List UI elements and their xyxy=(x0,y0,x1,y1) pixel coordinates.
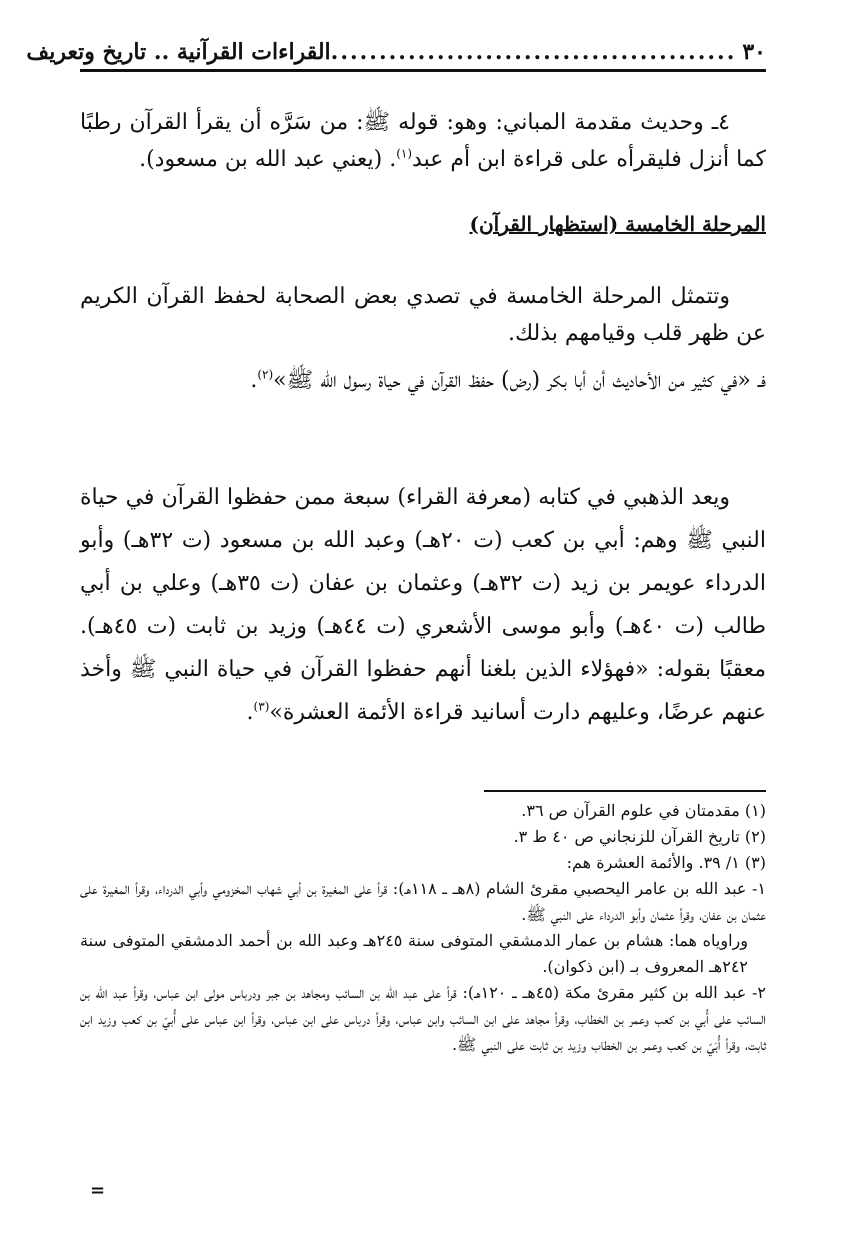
footnote-ref-3[interactable]: (٣) xyxy=(253,699,270,714)
paragraph-text-end: . xyxy=(250,368,258,393)
paragraph-hadith xyxy=(80,104,766,178)
footnote-ref-1[interactable]: (١) xyxy=(396,146,413,161)
paragraph-text-end: . (يعني عبد الله بن مسعود). xyxy=(139,147,397,172)
running-title: القراءات القرآنية .. تاريخ وتعريف xyxy=(26,39,331,65)
footnote-list-item-1: ١- عبد الله بن عامر اليحصبي مقرئ الشام (٨هـ ـ ١١٨هـ): قرأ على المغيرة بن أبي شهاب المخزومي وأبي الدرداء، وقرأ المغيرة على عثمان بن عفان، وقرأ عثمان وأبو الدرداء على النبي ﷺ. xyxy=(80,879,767,924)
footnote-list-item-2: ٢- عبد الله بن كثير مقرئ مكة (٤٥هـ ـ ١٢٠هـ): قرأ على عبد الله بن السائب ومجاهد بن جبر ودرباس مولى ابن عباس، وقرأ عبد الله بن السائب على أُبي بن كعب وعمر بن الخطاب، وقرأ مجاهد على ابن السائب وابن عباس، وقرأ درباس على ابن عباس، وقرأ ابن عباس على أُبيّ بن كعب وزيد ابن ثابت، وقرأ أُبَيّ بن كعب وعمر بن الخطاب وزيد بن ثابت على النبي ﷺ. xyxy=(80,983,767,1054)
footnote-3: (٣) ١/ ٣٩. والأئمة العشرة هم: xyxy=(566,853,766,872)
paragraph-text: ويعد الذهبي في كتابه (معرفة القراء) سبعة ممن حفظوا القرآن في حياة النبي ﷺ وهم: أبي بن كعب (ت ٢٠هـ) وعبد الله بن مسعود (ت ٣٢هـ) وأبو الدرداء عويمر بن زيد (ت ٣٢هـ) وعثمان بن عفان (ت ٣٥هـ) وعلي بن أبي طالب (ت ٤٠هـ) وأبو موسى الأشعري (ت ٤٤هـ) وزيد بن ثابت (ت ٤٥هـ). معقبًا بقوله: «فهؤلاء الذين بلغنا أنهم حفظوا القرآن في حياة النبي ﷺ وأخذ عنهم عرضًا، وعليهم دارت أسانيد قراءة الأئمة العشرة» xyxy=(80,485,767,725)
paragraph-dhahabi xyxy=(80,476,766,734)
continuation-mark: = xyxy=(90,1180,106,1201)
paragraph-text: فـ «في كثير من الأحاديث أن أبا بكر (رض) حفظ القرآن في حياة رسول الله ﷺ» xyxy=(273,368,766,393)
paragraph-abu-bakr xyxy=(80,362,766,399)
footnote-2: (٢) تاريخ القرآن للزنجاني ص ٤٠ ط ٣. xyxy=(513,827,766,846)
running-header xyxy=(26,28,766,72)
paragraph-text: ٤ـ وحديث مقدمة المباني: وهو: قوله ﷺ: من سَرَّه أن يقرأ القرآن رطبًا كما أنزل فليقرأه على قراءة ابن أم عبد xyxy=(80,110,766,172)
header-leader-dots: .......................................... xyxy=(330,39,737,65)
footnotes xyxy=(80,798,766,1058)
footnote-narrators: وراوياه هما: هشام بن عمار الدمشقي المتوفى سنة ٢٤٥هـ وعبد الله بن أحمد الدمشقي المتوفى سنة ٢٤٢هـ المعروف بـ (ابن ذكوان). xyxy=(80,931,749,976)
footnote-1: (١) مقدمتان في علوم القرآن ص ٣٦. xyxy=(521,801,766,820)
footnote-ref-2[interactable]: (٢) xyxy=(257,367,274,382)
page-number: ٣٠ xyxy=(742,39,766,65)
paragraph-stage-five: وتتمثل المرحلة الخامسة في تصدي بعض الصحابة لحفظ القرآن الكريم عن ظهر قلب وقيامهم بذلك. xyxy=(80,284,766,346)
footnote-separator xyxy=(484,790,766,792)
section-heading: المرحلة الخامسة (استظهار القرآن) xyxy=(469,212,766,236)
paragraph-text-end: . xyxy=(246,700,254,725)
